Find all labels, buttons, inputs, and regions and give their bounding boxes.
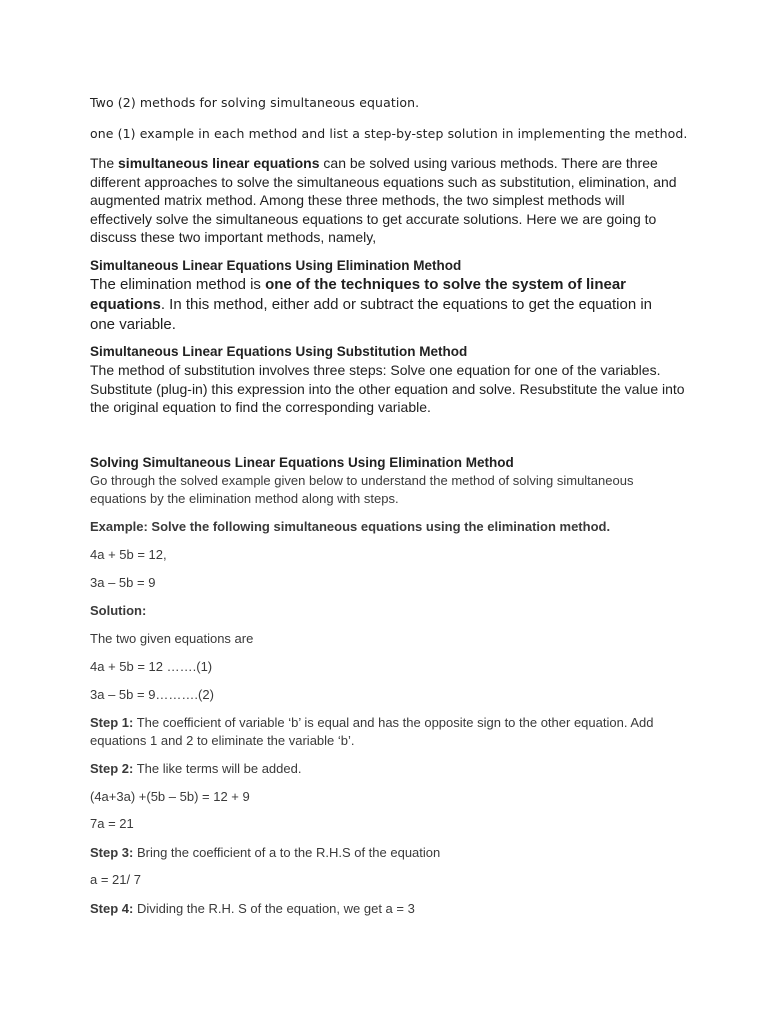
equation-1-numbered: 4a + 5b = 12 …….(1) [90,659,213,674]
elimination-paragraph [90,275,660,335]
step-3-text: Bring the coefficient of a to the R.H.S of the equation [133,845,441,860]
equation-1: 4a + 5b = 12, [90,547,167,562]
intro-bold: simultaneous linear equations [118,155,320,171]
example-heading: Example: Solve the following simultaneous equations using the elimination method. [90,519,611,534]
step-2-text: The like terms will be added. [133,761,302,776]
equation-4: 7a = 21 [90,816,134,831]
step-2-label: Step 2: [90,761,134,776]
solving-heading: Solving Simultaneous Linear Equations Using Elimination Method [90,455,514,470]
solving-paragraph: Go through the solved example given below to understand the method of solving simultaneous equations by the elimination method along with steps. [90,473,634,506]
step-1-text: The coefficient of variable ‘b’ is equal and has the opposite sign to the other equation. Add equations 1 and 2 to eliminate the variable ‘b’. [90,715,654,748]
elimination-heading: Simultaneous Linear Equations Using Elimination Method [90,258,462,273]
substitution-paragraph: The method of substitution involves three steps: Solve one equation for one of the variables. Substitute (plug-in) this expression into the other equation and solve. Resubstitute the value into the original equation to find the corresponding variable. [90,362,685,415]
solution-label: Solution: [90,603,147,618]
elim-lead: The elimination method is [90,276,266,293]
intro-rest: can be solved using various methods. There are three different approaches to solve the simultaneous equations such as substitution, elimination, and augmented matrix method. Among these three methods, the two simplest methods will effectively solve the simultaneous equations to get accurate solutions. Here we are going to discuss these two important methods, namely, [90,155,677,245]
equation-5: a = 21/ 7 [90,872,141,887]
step-3 [90,844,690,862]
substitution-heading: Simultaneous Linear Equations Using Substitution Method [90,344,468,359]
equation-2: 3a – 5b = 9 [90,575,156,590]
step-1-label: Step 1: [90,715,134,730]
intro-paragraph [90,154,690,247]
intro-lead: The [90,155,119,171]
equation-3: (4a+3a) +(5b – 5b) = 12 + 9 [90,789,250,804]
step-4-label: Step 4: [90,901,134,916]
title-line: Two (2) methods for solving simultaneous equation. [90,95,420,110]
step-4 [90,900,690,918]
elim-rest: . In this method, either add or subtract the equations to get the equation in one variable. [90,296,652,333]
step-4-text: Dividing the R.H. S of the equation, we get a = 3 [133,901,415,916]
subtitle-line: one (1) example in each method and list a step-by-step solution in implementing the method. [90,126,688,141]
step-1 [90,714,680,749]
given-text: The two given equations are [90,631,254,646]
step-3-label: Step 3: [90,845,134,860]
equation-2-numbered: 3a – 5b = 9……….(2) [90,687,214,702]
elim-bold: one of the techniques to solve the system of linear equations [90,276,627,313]
step-2 [90,760,690,778]
